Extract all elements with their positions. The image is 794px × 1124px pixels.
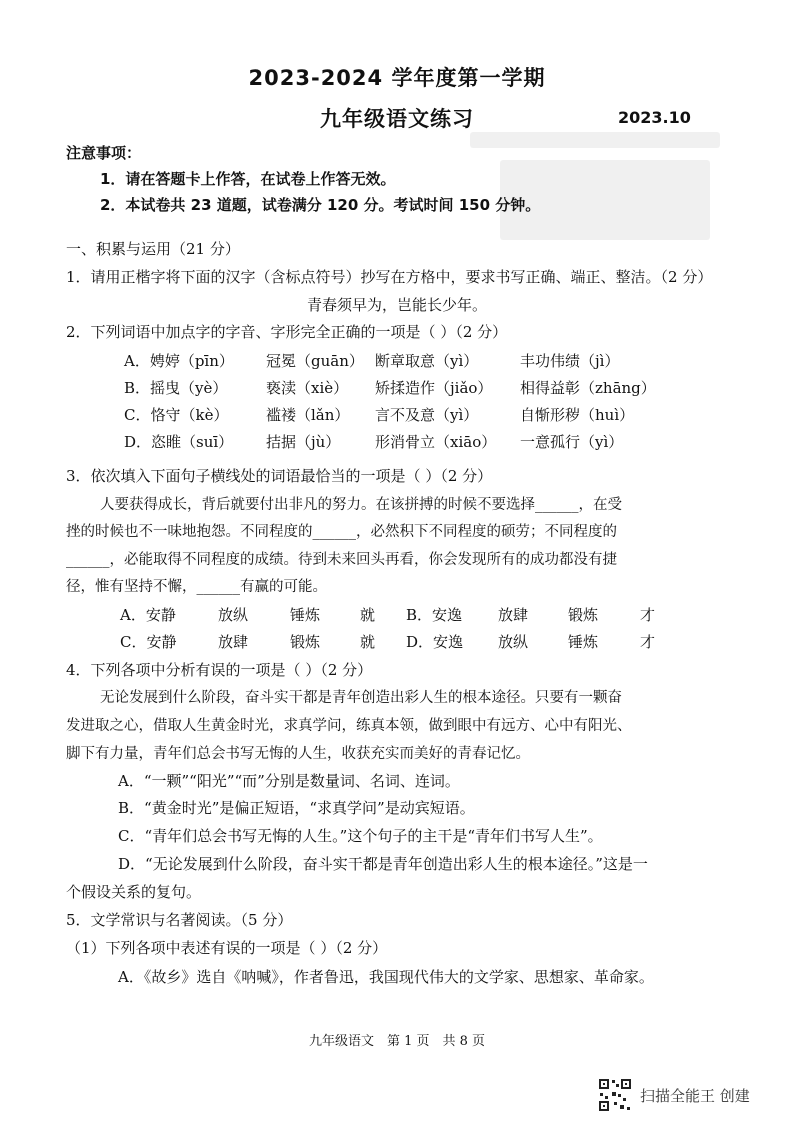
q2-row-c-4: 自惭形秽（huì）	[520, 406, 635, 424]
exam-title: 2023-2024 学年度第一学期	[248, 66, 546, 90]
scanner-watermark	[598, 1078, 750, 1112]
question-5: 5．文学常识与名著阅读。（5 分）	[66, 911, 293, 929]
q3-option-d-2: 放纵	[498, 633, 529, 651]
notes-heading: 注意事项：	[66, 144, 142, 162]
q3-option-a-3: 锤炼	[290, 606, 321, 624]
q2-row-a-4: 丰功伟绩（jì）	[520, 352, 620, 370]
q4-option-a: A．“一颗”“阳光”“而”分别是数量词、名词、连词。	[118, 772, 460, 790]
q4-passage-2: 发进取之心，借取人生黄金时光，求真学问，练真本领，做到眼中有远方、心中有阳光、	[66, 718, 632, 734]
q2-row-a-2: 冠冕（guān）	[266, 352, 364, 370]
q2-row-b-1: B．摇曳（yè）	[124, 379, 228, 397]
q3-option-c-3: 锻炼	[290, 633, 321, 651]
q3-option-a-4: 就	[360, 606, 376, 624]
q3-option-b-4: 才	[640, 606, 656, 624]
q3-option-d: D．安逸	[406, 633, 464, 651]
q3-option-c: C．安静	[120, 633, 177, 651]
notes-item-2: 2．本试卷共 23 道题，试卷满分 120 分。考试时间 150 分钟。	[100, 196, 541, 214]
q4-option-d-cont: 个假设关系的复句。	[66, 883, 202, 901]
q3-option-b-3: 锻炼	[568, 606, 599, 624]
q3-option-d-4: 才	[640, 633, 656, 651]
q3-option-b: B．安逸	[406, 606, 463, 624]
question-5-1: （1）下列各项中表述有误的一项是（ ）（2 分）	[66, 939, 388, 957]
notes-item-1: 1．请在答题卡上作答，在试卷上作答无效。	[100, 170, 396, 188]
q2-row-a-3: 断章取意（yì）	[375, 352, 479, 370]
q3-option-c-2: 放肆	[218, 633, 249, 651]
section-title: 一、积累与运用（21 分）	[66, 240, 240, 258]
q3-option-d-3: 锤炼	[568, 633, 599, 651]
question-2: 2．下列词语中加点字的字音、字形完全正确的一项是（ ）（2 分）	[66, 323, 508, 341]
q2-row-a-1: A．娉婷（pīn）	[124, 352, 234, 370]
q2-row-d-4: 一意孤行（yì）	[520, 433, 624, 451]
q3-option-b-2: 放肆	[498, 606, 529, 624]
question-4: 4．下列各项中分析有误的一项是（ ）（2 分）	[66, 661, 373, 679]
scanner-label: 扫描全能王 创建	[640, 1086, 750, 1105]
q3-passage-1: 人要获得成长，背后就要付出非凡的努力。在该拼搏的时候不要选择______，在受	[100, 497, 622, 513]
q2-row-c-2: 褴褛（lǎn）	[266, 406, 350, 424]
q2-row-d-2: 拮据（jù）	[266, 433, 341, 451]
q4-passage-3: 脚下有力量，青年们总会书写无悔的人生，收获充实而美好的青春记忆。	[66, 746, 530, 762]
q3-passage-4: 径，惟有坚持不懈，______有赢的可能。	[66, 579, 327, 595]
exam-date: 2023.10	[618, 108, 691, 127]
q3-passage-2: 挫的时候也不一味地抱怨。不同程度的______，必然积下不同程度的硕劳；不同程度的	[66, 524, 617, 540]
q2-row-d-1: D．恣睢（suī）	[124, 433, 234, 451]
question-1-phrase: 青春须早为，岂能长少年。	[306, 296, 487, 314]
question-3: 3．依次填入下面句子横线处的词语最恰当的一项是（ ）（2 分）	[66, 467, 493, 485]
q2-row-b-4: 相得益彰（zhāng）	[520, 379, 656, 397]
q4-passage-1: 无论发展到什么阶段，奋斗实干都是青年创造出彩人生的根本途径。只要有一颗奋	[100, 690, 622, 706]
question-1: 1．请用正楷字将下面的汉字（含标点符号）抄写在方格中，要求书写正确、端正、整洁。（2 分）	[66, 268, 713, 286]
q2-row-c-3: 言不及意（yì）	[375, 406, 479, 424]
q3-passage-3: ______，必能取得不同程度的成绩。待到未来回头再看，你会发现所有的成功都没有捷	[66, 552, 617, 568]
q4-option-c: C．“青年们总会书写无悔的人生。”这个句子的主干是“青年们书写人生”。	[118, 827, 603, 845]
page-footer: 九年级语文 第 1 页 共 8 页	[308, 1034, 486, 1049]
q2-row-d-3: 形消骨立（xiāo）	[375, 433, 497, 451]
q3-option-c-4: 就	[360, 633, 376, 651]
q3-option-a: A．安静	[120, 606, 176, 624]
q5-option-a: A．《故乡》选自《呐喊》，作者鲁迅，我国现代伟大的文学家、思想家、革命家。	[118, 968, 654, 986]
q4-option-d: D．“无论发展到什么阶段，奋斗实干都是青年创造出彩人生的根本途径。”这是一	[118, 855, 648, 873]
q2-row-b-2: 亵渎（xiè）	[266, 379, 349, 397]
q2-row-c-1: C．恪守（kè）	[124, 406, 229, 424]
q4-option-b: B．“黄金时光”是偏正短语，“求真学问”是动宾短语。	[118, 799, 475, 817]
qr-code-icon	[598, 1078, 632, 1112]
q2-row-b-3: 矫揉造作（jiǎo）	[375, 379, 493, 397]
exam-subtitle: 九年级语文练习	[320, 107, 474, 131]
q3-option-a-2: 放纵	[218, 606, 249, 624]
